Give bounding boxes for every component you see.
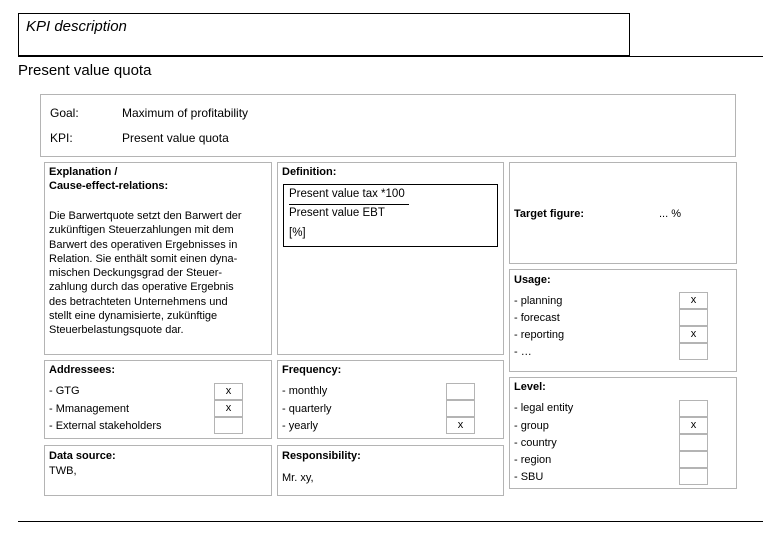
explanation-line: zukünftigen Steuerzahlungen mit dem — [49, 224, 234, 237]
frequency-checkbox-monthly[interactable] — [446, 383, 475, 400]
explanation-line: stellt eine dynamisierte, zukünftige — [49, 310, 218, 323]
document-title: KPI description — [26, 18, 127, 35]
explanation-line: Barwert des operativen Ergebnisses in — [49, 238, 238, 251]
explanation-text — [49, 209, 271, 338]
frequency-monthly: - monthly — [282, 385, 328, 397]
frequency-checkbox-yearly[interactable]: x — [446, 417, 475, 434]
level-checkbox-sbu[interactable] — [679, 468, 708, 485]
goal-kpi-panel — [40, 94, 736, 157]
usage-item-planning: - planning — [514, 295, 563, 307]
explanation-line: des betrachteten Unternehmens und — [49, 295, 228, 308]
explanation-line: mischen Deckungsgrad der Steuer- — [49, 267, 223, 280]
explanation-line: Die Barwertquote setzt den Barwert der — [49, 210, 242, 222]
usage-item-forecast: - forecast — [514, 312, 560, 324]
level-group: - group — [514, 420, 549, 432]
title-box — [18, 13, 630, 56]
fraction-line — [289, 204, 409, 205]
explanation-title-line1: Explanation / — [49, 166, 118, 178]
frequency-yearly: - yearly — [282, 420, 319, 432]
addressee-checkbox-external[interactable] — [214, 417, 243, 434]
level-country: - country — [514, 437, 557, 449]
addressee-management: - Mmanagement — [49, 403, 130, 415]
usage-checkbox-planning[interactable]: x — [679, 292, 708, 309]
formula-unit: [%] — [289, 227, 306, 239]
addressee-checkbox-gtg[interactable]: x — [214, 383, 243, 400]
level-panel — [509, 377, 737, 489]
addressee-gtg: - GTG — [49, 385, 80, 397]
goal-label: Goal: — [50, 106, 79, 120]
level-title: Level: — [514, 381, 546, 393]
datasource-title: Data source: — [49, 450, 116, 462]
level-checkbox-legal-entity[interactable] — [679, 400, 708, 417]
explanation-panel — [44, 162, 272, 355]
definition-panel — [277, 162, 504, 355]
frequency-title: Frequency: — [282, 364, 342, 376]
responsibility-value: Mr. xy, — [282, 472, 314, 484]
datasource-panel — [44, 445, 272, 496]
level-checkbox-country[interactable] — [679, 434, 708, 451]
frequency-quarterly: - quarterly — [282, 403, 332, 415]
frequency-panel — [277, 360, 504, 439]
addressee-external: - External stakeholders — [49, 420, 162, 432]
explanation-line: Steuerbelastungsquote dar. — [49, 324, 184, 337]
level-checkbox-group[interactable]: x — [679, 417, 708, 434]
level-region: - region — [514, 454, 552, 466]
addressee-checkbox-management[interactable]: x — [214, 400, 243, 417]
target-panel — [509, 162, 737, 264]
usage-checkbox-reporting[interactable]: x — [679, 326, 708, 343]
addressees-panel — [44, 360, 272, 439]
footer-divider — [18, 521, 763, 522]
explanation-title-line2: Cause-effect-relations: — [49, 180, 169, 192]
datasource-value: TWB, — [49, 465, 77, 477]
usage-item-other: - … — [514, 346, 532, 358]
usage-item-reporting: - reporting — [514, 329, 565, 341]
formula-box — [283, 184, 498, 247]
formula-denominator: Present value EBT — [289, 207, 385, 219]
header-divider — [18, 56, 763, 57]
explanation-line: Relation. Sie enthält somit einen dyna- — [49, 252, 238, 265]
usage-checkbox-forecast[interactable] — [679, 309, 708, 326]
usage-panel — [509, 269, 737, 372]
addressees-title: Addressees: — [49, 364, 116, 376]
usage-checkbox-other[interactable] — [679, 343, 708, 360]
level-checkbox-region[interactable] — [679, 451, 708, 468]
definition-title: Definition: — [282, 166, 337, 178]
formula-numerator: Present value tax *100 — [289, 188, 405, 200]
level-legal-entity: - legal entity — [514, 402, 574, 414]
explanation-line: zahlung durch das operative Ergebnis — [49, 281, 234, 294]
kpi-value: Present value quota — [122, 131, 229, 145]
goal-value: Maximum of profitability — [122, 106, 249, 120]
usage-title: Usage: — [514, 274, 551, 286]
target-value: ... % — [659, 208, 682, 220]
level-sbu: - SBU — [514, 471, 544, 483]
target-label: Target figure: — [514, 208, 585, 220]
page-subtitle: Present value quota — [18, 62, 152, 79]
kpi-label: KPI: — [50, 131, 73, 145]
responsibility-title: Responsibility: — [282, 450, 361, 462]
frequency-checkbox-quarterly[interactable] — [446, 400, 475, 417]
responsibility-panel — [277, 445, 504, 496]
